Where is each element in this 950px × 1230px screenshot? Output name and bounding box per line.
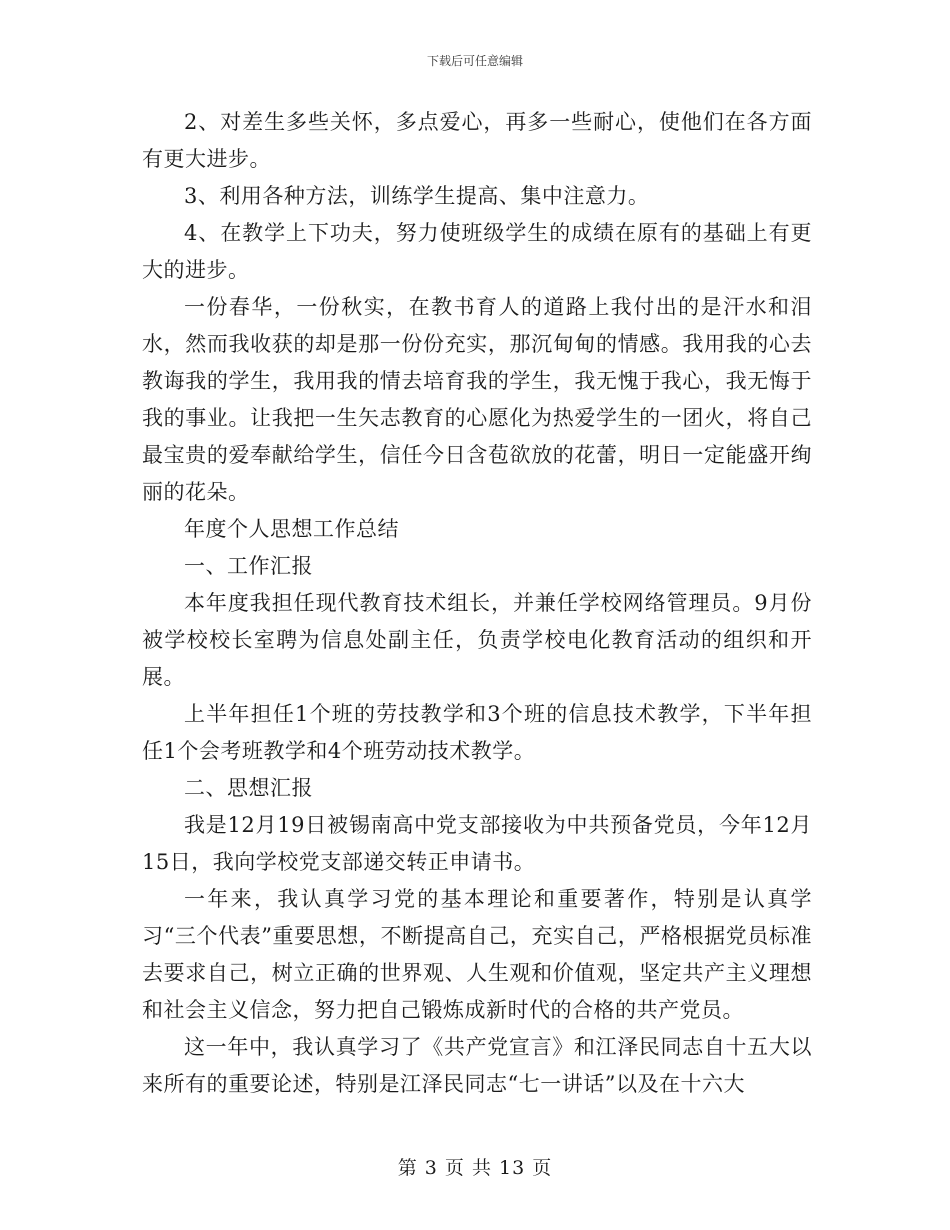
paragraph: 这一年中，我认真学习了《共产党宣言》和江泽民同志自十五大以来所有的重要论述，特别是江泽民同志“七一讲话”以及在十六大 (142, 1035, 812, 1096)
paragraph: 上半年担任1个班的劳技教学和3个班的信息技术教学，下半年担任1个会考班教学和4个班劳动技术教学。 (142, 702, 812, 763)
paragraph: 3、利用各种方法，训练学生提高、集中注意力。 (184, 184, 650, 208)
page-number: 第 3 页 共 13 页 (397, 1157, 553, 1179)
section-heading: 一、工作汇报 (184, 554, 313, 578)
page-header-note: 下载后可任意编辑 (426, 54, 523, 68)
section-heading: 二、思想汇报 (184, 776, 313, 800)
paragraph: 2、对差生多些关怀，多点爱心，再多一些耐心，使他们在各方面有更大进步。 (142, 110, 812, 171)
document-body (142, 104, 812, 1103)
paragraph: 一年来，我认真学习党的基本理论和重要著作，特别是认真学习“三个代表”重要思想，不断提高自己，充实自己，严格根据党员标准去要求自己，树立正确的世界观、人生观和价值观，坚定共产主义理想和社会主义信念，努力把自己锻炼成新时代的合格的共产党员。 (142, 887, 812, 1022)
paragraph: 一份春华，一份秋实，在教书育人的道路上我付出的是汗水和泪水，然而我收获的却是那一份份充实，那沉甸甸的情感。我用我的心去教诲我的学生，我用我的情去培育我的学生，我无愧于我心，我无悔于我的事业。让我把一生矢志教育的心愿化为热爱学生的一团火，将自己最宝贵的爱奉献给学生，信任今日含苞欲放的花蕾，明日一定能盛开绚丽的花朵。 (142, 295, 812, 504)
paragraph: 本年度我担任现代教育技术组长，并兼任学校网络管理员。9月份被学校校长室聘为信息处副主任，负责学校电化教育活动的组织和开展。 (142, 591, 812, 689)
paragraph: 我是12月19日被锡南高中党支部接收为中共预备党员，今年12月15日，我向学校党支部递交转正申请书。 (142, 813, 812, 874)
paragraph: 4、在教学上下功夫，努力使班级学生的成绩在原有的基础上有更大的进步。 (142, 221, 812, 282)
section-title: 年度个人思想工作总结 (184, 517, 399, 541)
